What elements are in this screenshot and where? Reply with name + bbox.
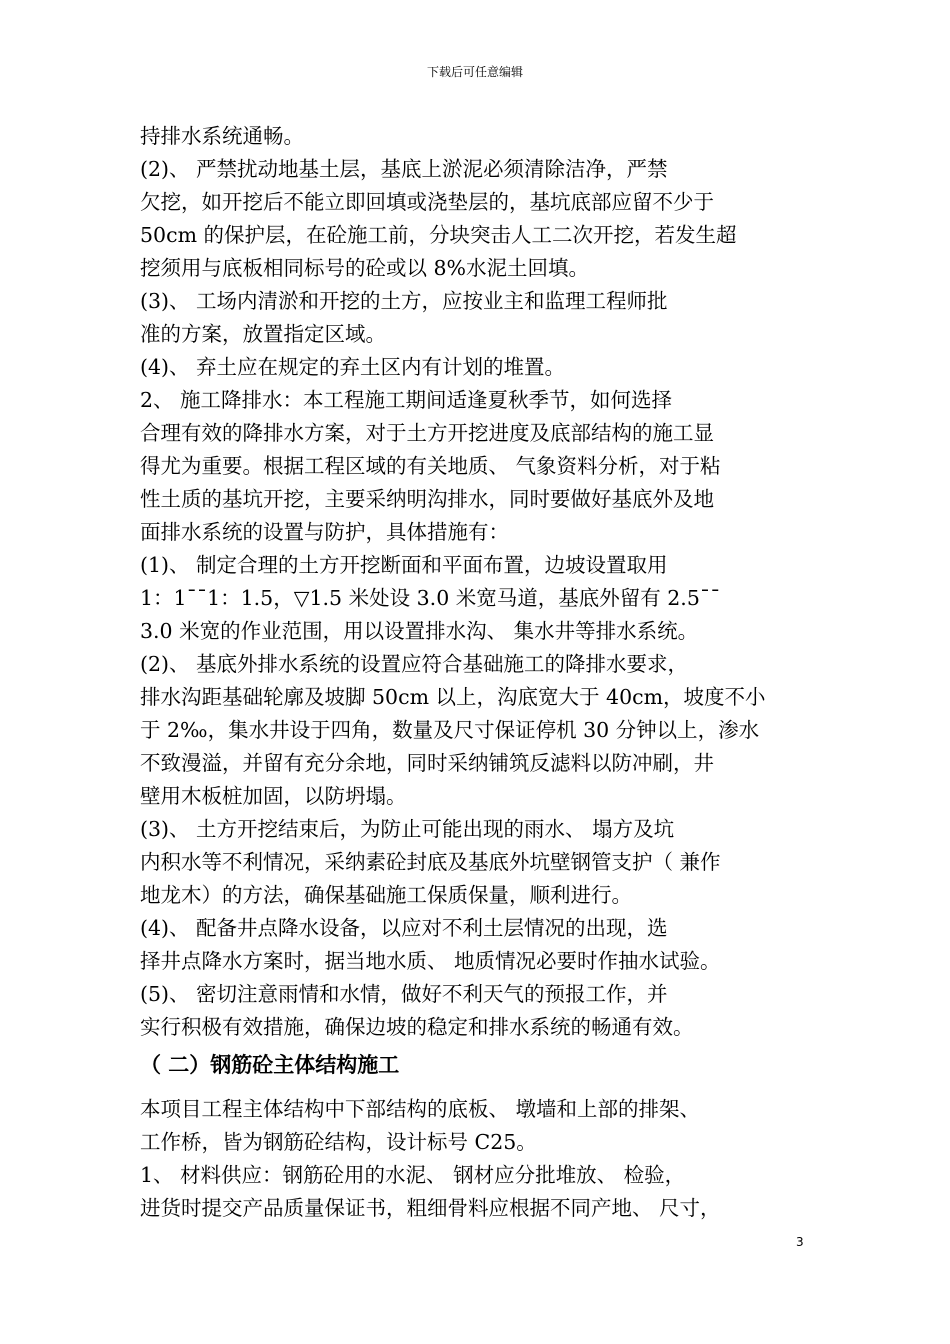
- section-body-line: 工作桥，皆为钢筋砼结构，设计标号 C25。: [140, 1130, 537, 1154]
- body-line: 性土质的基坑开挖，主要采纳明沟排水，同时要做好基底外及地: [140, 487, 714, 511]
- body-line: 3.0 米宽的作业范围，用以设置排水沟、 集水井等排水系统。: [140, 619, 699, 643]
- body-line: 地龙木）的方法，确保基础施工保质保量，顺利进行。: [140, 883, 632, 907]
- body-line: (4)、 弃土应在规定的弃土区内有计划的堆置。: [140, 355, 566, 379]
- body-line: 持排水系统通畅。: [140, 124, 304, 148]
- body-line: (1)、 制定合理的土方开挖断面和平面布置，边坡设置取用: [140, 553, 668, 577]
- body-line: 1：1¯¯1：1.5，▽1.5 米处设 3.0 米宽马道，基底外留有 2.5¯¯: [140, 586, 721, 610]
- body-line: 不致漫溢，并留有充分余地，同时采纳铺筑反滤料以防冲刷，井: [140, 751, 714, 775]
- body-line: 择井点降水方案时，据当地水质、 地质情况必要时作抽水试验。: [140, 949, 721, 973]
- body-line: (5)、 密切注意雨情和水情，做好不利天气的预报工作，并: [140, 982, 668, 1006]
- body-line: (2)、 严禁扰动地基土层，基底上淤泥必须清除洁净，严禁: [140, 157, 668, 181]
- page-number: 3: [796, 1235, 804, 1249]
- body-line: 实行积极有效措施，确保边坡的稳定和排水系统的畅通有效。: [140, 1015, 694, 1039]
- body-line: (3)、 土方开挖结束后，为防止可能出现的雨水、 塌方及坑: [140, 817, 675, 841]
- body-line: 挖须用与底板相同标号的砼或以 8%水泥土回填。: [140, 256, 590, 280]
- body-line: 得尤为重要。根据工程区域的有关地质、 气象资料分析，对于粘: [140, 454, 721, 478]
- body-line: 壁用木板桩加固，以防坍塌。: [140, 784, 407, 808]
- body-line: 2、 施工降排水：本工程施工期间适逢夏秋季节，如何选择: [140, 388, 673, 412]
- body-line: 50cm 的保护层，在砼施工前，分块突击人工二次开挖，若发生超: [140, 223, 737, 247]
- body-line: 排水沟距基础轮廓及坡脚 50cm 以上，沟底宽大于 40cm，坡度不小: [140, 685, 766, 709]
- body-line: 合理有效的降排水方案，对于土方开挖进度及底部结构的施工显: [140, 421, 714, 445]
- section-heading: （ 二）钢筋砼主体结构施工: [140, 1053, 400, 1077]
- body-line: 内积水等不利情况，采纳素砼封底及基底外坑壁钢管支护（ 兼作: [140, 850, 721, 874]
- body-line: 于 2‰，集水井设于四角，数量及尺寸保证停机 30 分钟以上，渗水: [140, 718, 760, 742]
- body-line: (3)、 工场内清淤和开挖的土方，应按业主和监理工程师批: [140, 289, 668, 313]
- body-line: 准的方案，放置指定区域。: [140, 322, 386, 346]
- section-body-line: 本项目工程主体结构中下部结构的底板、 墩墙和上部的排架、: [140, 1097, 701, 1121]
- body-line: 面排水系统的设置与防护，具体措施有：: [140, 520, 509, 544]
- section-body-line: 进货时提交产品质量保证书，粗细骨料应根据不同产地、 尺寸，: [140, 1196, 721, 1220]
- section-body-line: 1、 材料供应：钢筋砼用的水泥、 钢材应分批堆放、 检验，: [140, 1163, 686, 1187]
- body-line: 欠挖，如开挖后不能立即回填或浇垫层的，基坑底部应留不少于: [140, 190, 714, 214]
- body-line: (4)、 配备井点降水设备，以应对不利土层情况的出现，选: [140, 916, 668, 940]
- page-header: 下载后可任意编辑: [426, 65, 523, 79]
- body-line: (2)、 基底外排水系统的设置应符合基础施工的降排水要求，: [140, 652, 689, 676]
